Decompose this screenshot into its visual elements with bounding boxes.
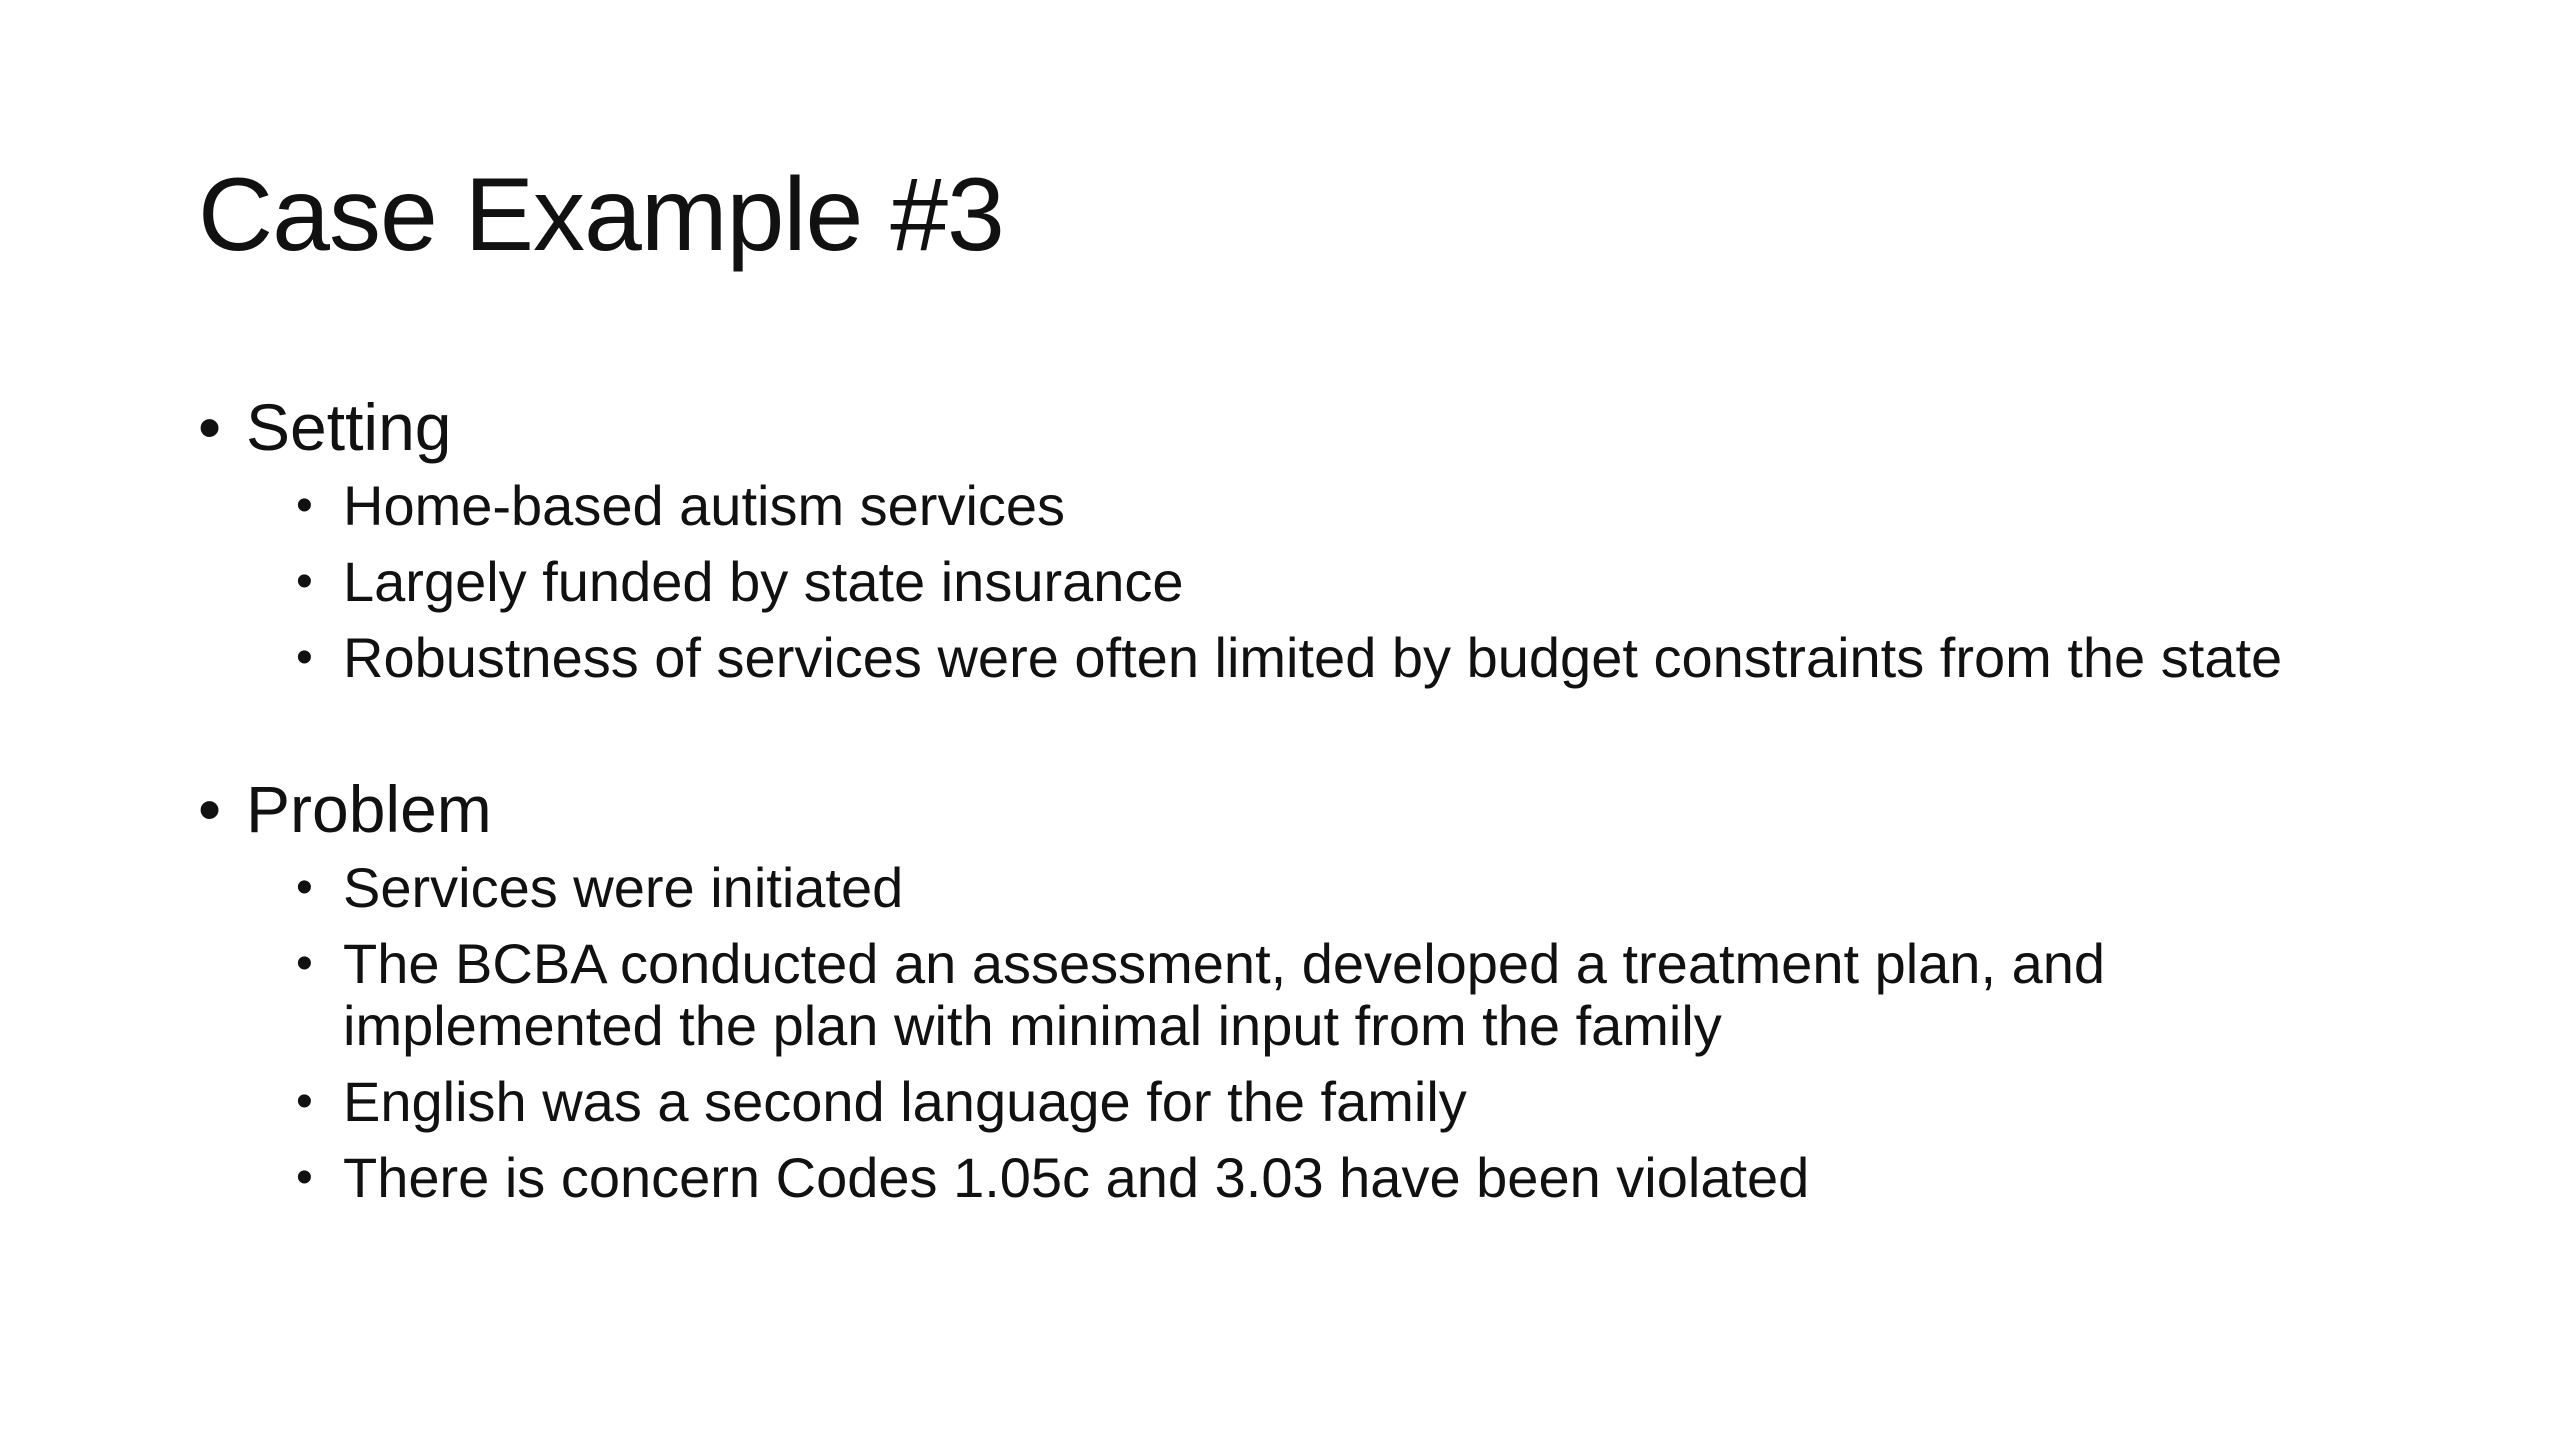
section-problem <box>198 767 2348 1209</box>
bullet-icon: • <box>296 1075 313 1128</box>
slide-content <box>198 385 2348 1223</box>
list-item-text: English was a second language for the family <box>343 1070 1467 1133</box>
sub-bullet-list <box>198 857 2348 1209</box>
list-item <box>296 857 2348 919</box>
list-item <box>296 1147 2348 1209</box>
section-setting <box>198 385 2348 689</box>
list-item-text: There is concern Codes 1.05c and 3.03 have been violated <box>343 1146 1810 1209</box>
list-item <box>296 551 2348 613</box>
bullet-icon: • <box>296 937 313 990</box>
list-item <box>296 475 2348 537</box>
bullet-icon: • <box>296 861 313 914</box>
bullet-icon: • <box>198 772 222 846</box>
list-item-text: Home-based autism services <box>343 474 1066 537</box>
list-item <box>296 627 2348 689</box>
section-heading-text: Problem <box>246 772 492 846</box>
list-item-text: Largely funded by state insurance <box>343 550 1184 613</box>
list-item-text: Robustness of services were often limited by budget constraints from the state <box>343 626 2283 689</box>
bullet-icon: • <box>296 479 313 532</box>
sub-bullet-list <box>198 475 2348 689</box>
list-item-text: The BCBA conducted an assessment, developed a treatment plan, and implemented the plan with minimal input from the family <box>343 932 2106 1057</box>
section-heading <box>198 767 2348 851</box>
bullet-icon: • <box>296 555 313 608</box>
list-item <box>296 1071 2348 1133</box>
slide-title: Case Example #3 <box>198 157 1004 273</box>
bullet-icon: • <box>198 390 222 464</box>
bullet-icon: • <box>296 631 313 684</box>
list-item <box>296 933 2348 1057</box>
section-heading <box>198 385 2348 469</box>
bullet-icon: • <box>296 1151 313 1204</box>
section-heading-text: Setting <box>246 390 452 464</box>
list-item-text: Services were initiated <box>343 856 904 919</box>
